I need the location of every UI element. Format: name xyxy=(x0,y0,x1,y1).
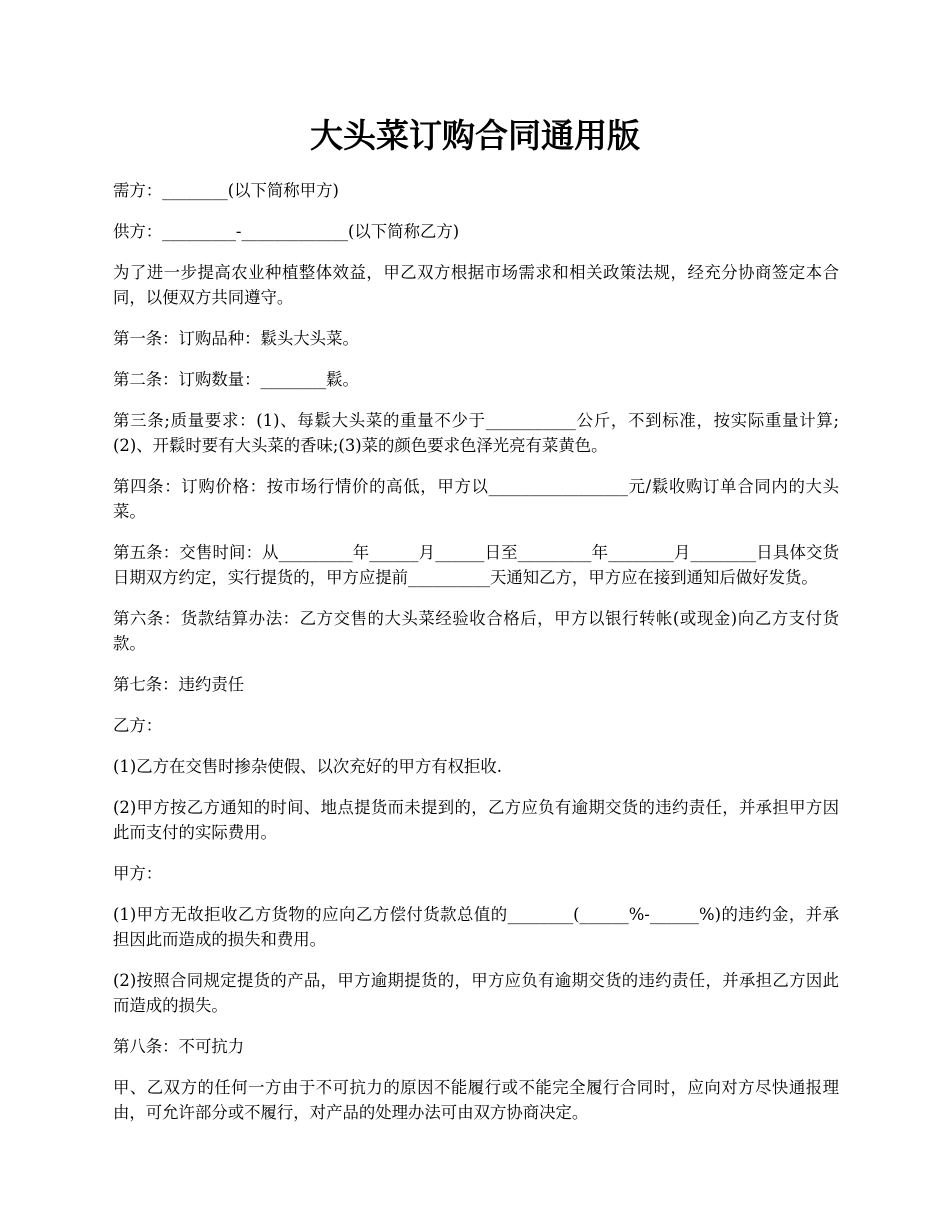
buyer-liability-heading: 甲方： xyxy=(113,864,163,883)
document-body xyxy=(113,178,839,1141)
party-buyer: 需方：________(以下简称甲方) xyxy=(113,181,339,200)
force-majeure-clause: 甲、乙双方的任何一方由于不可抗力的原因不能履行或不能完全履行合同时，应向对方尽快通报理由，可允许部分或不履行，对产品的处理办法可由双方协商决定。 xyxy=(113,1078,839,1122)
party-supplier: 供方：_________-_____________(以下简称乙方) xyxy=(113,222,460,241)
article-7-heading: 第七条：违约责任 xyxy=(113,675,245,694)
supplier-liability-heading: 乙方： xyxy=(113,716,163,735)
article-5: 第五条：交售时间：从_________年______月______日至_________年________月________日具体交货日期双方约定，实行提货的，甲方应提前__________天通知乙方，甲方应在接到通知后做好发货。 xyxy=(113,543,839,587)
buyer-liability-1: (1)甲方无故拒收乙方货物的应向乙方偿付货款总值的________(______%-______%)的违约金，并承担因此而造成的损失和费用。 xyxy=(113,905,839,949)
document-title: 大头菜订购合同通用版 xyxy=(310,116,640,155)
preamble: 为了进一步提高农业种植整体效益，甲乙双方根据市场需求和相关政策法规，经充分协商签定本合同，以便双方共同遵守。 xyxy=(113,263,839,307)
supplier-liability-2: (2)甲方按乙方通知的时间、地点提货而未提到的，乙方应负有逾期交货的违约责任，并承担甲方因此而支付的实际费用。 xyxy=(113,798,839,842)
supplier-liability-1: (1)乙方在交售时掺杂使假、以次充好的甲方有权拒收. xyxy=(113,757,503,776)
article-2: 第二条：订购数量：________鬏。 xyxy=(113,370,359,389)
buyer-liability-2: (2)按照合同规定提货的产品，甲方逾期提货的，甲方应负有逾期交货的违约责任，并承担乙方因此而造成的损失。 xyxy=(113,971,839,1015)
article-3: 第三条;质量要求：(1)、每鬏大头菜的重量不少于___________公斤，不到标准，按实际重量计算;(2)、开鬏时要有大头菜的香味;(3)菜的颜色要求色泽光亮有菜黄色。 xyxy=(113,411,839,455)
article-4: 第四条：订购价格：按市场行情价的高低，甲方以_________________元/鬏收购订单合同内的大头菜。 xyxy=(113,477,839,521)
article-1: 第一条：订购品种：鬏头大头菜。 xyxy=(113,329,359,348)
article-6: 第六条：货款结算办法：乙方交售的大头菜经验收合格后，甲方以银行转帐(或现金)向乙方支付货款。 xyxy=(113,609,839,653)
article-8-heading: 第八条：不可抗力 xyxy=(113,1037,245,1056)
